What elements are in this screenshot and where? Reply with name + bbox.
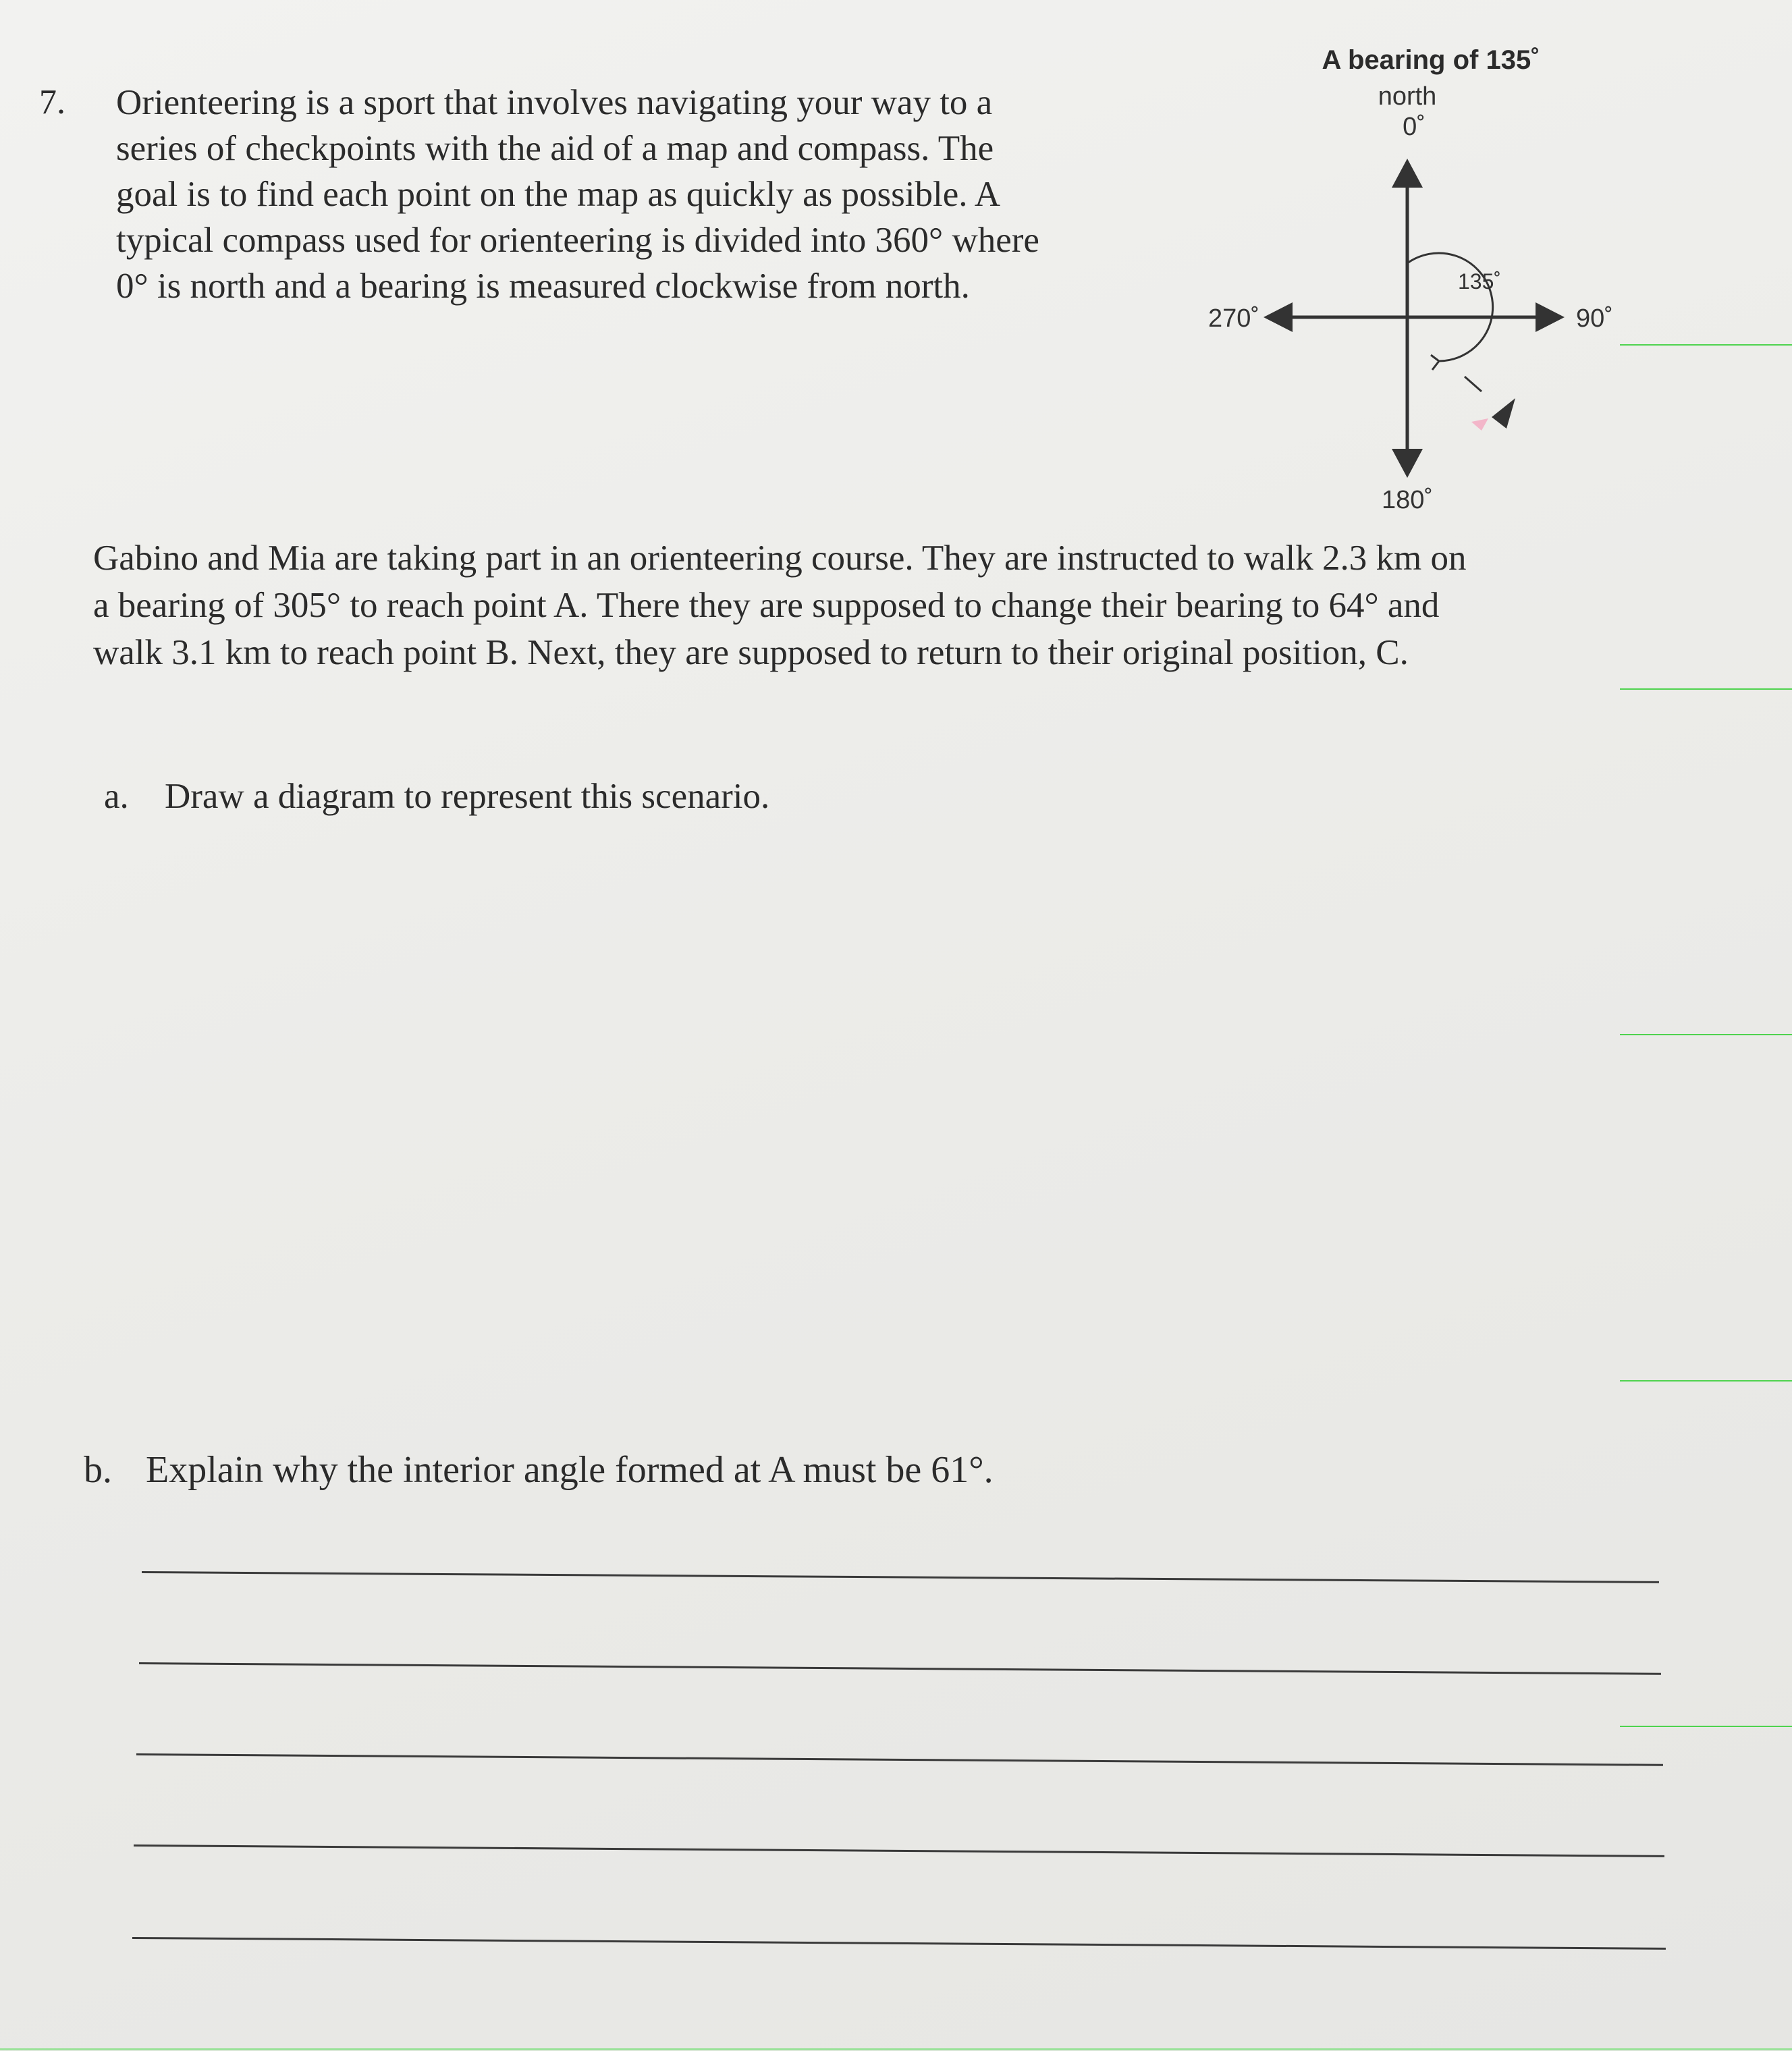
margin-mark	[1620, 1034, 1792, 1035]
margin-mark	[1620, 1726, 1792, 1727]
margin-mark	[1620, 1380, 1792, 1382]
scenario-line: Gabino and Mia are taking part in an orienteering course. They are instructed to walk 2.3 km on	[93, 539, 1467, 578]
intro-line: 0° is north and a bearing is measured clockwise from north.	[116, 267, 970, 306]
scenario-text	[93, 535, 1700, 676]
zero-degree-label: 0˚	[1403, 113, 1426, 141]
answer-line-3[interactable]	[136, 1753, 1663, 1766]
intro-line: series of checkpoints with the aid of a map and compass. The	[116, 129, 994, 168]
answer-line-2[interactable]	[139, 1662, 1661, 1675]
south-arrow-icon	[1392, 449, 1423, 478]
question-number: 7.	[39, 83, 65, 121]
margin-mark	[1620, 344, 1792, 346]
intro-line: Orienteering is a sport that involves navigating your way to a	[116, 83, 993, 122]
answer-line-5[interactable]	[132, 1937, 1666, 1950]
part-b	[84, 1448, 994, 1492]
west-arrow-icon	[1264, 302, 1293, 332]
part-b-text: Explain why the interior angle formed at A must be 61°.	[146, 1449, 994, 1491]
scenario-line: walk 3.1 km to reach point B. Next, they are supposed to return to their original position, C.	[93, 633, 1409, 672]
bottom-edge-mark	[0, 2048, 1792, 2050]
west-degree-label: 270˚	[1208, 304, 1260, 333]
north-label: north	[1378, 82, 1437, 111]
question-intro	[116, 80, 1156, 309]
pink-mark	[1471, 418, 1488, 431]
south-degree-label: 180˚	[1381, 486, 1434, 514]
part-a-text: Draw a diagram to represent this scenario.	[165, 777, 770, 816]
bearing-direction-arrow-icon	[1492, 398, 1515, 429]
intro-line: typical compass used for orienteering is divided into 360° where	[116, 221, 1039, 260]
part-a-label: a.	[104, 777, 129, 816]
compass-diagram	[1174, 40, 1647, 530]
compass-svg	[1174, 40, 1647, 526]
answer-line-4[interactable]	[134, 1844, 1664, 1857]
east-degree-label: 90˚	[1576, 304, 1613, 333]
angle-label: 135˚	[1458, 269, 1502, 294]
arc-arrow-icon	[1431, 355, 1439, 370]
answer-line-1[interactable]	[142, 1571, 1659, 1583]
intro-line: goal is to find each point on the map as quickly as possible. A	[116, 175, 1001, 214]
compass-title: A bearing of 135˚	[1322, 45, 1540, 75]
bearing-ray-segment	[1465, 377, 1482, 391]
east-arrow-icon	[1536, 302, 1565, 332]
north-arrow-icon	[1392, 159, 1423, 188]
part-a	[104, 776, 769, 817]
margin-mark	[1620, 688, 1792, 690]
scenario-line: a bearing of 305° to reach point A. There they are supposed to change their bearing to 64° and	[93, 586, 1440, 625]
part-b-label: b.	[84, 1449, 112, 1491]
